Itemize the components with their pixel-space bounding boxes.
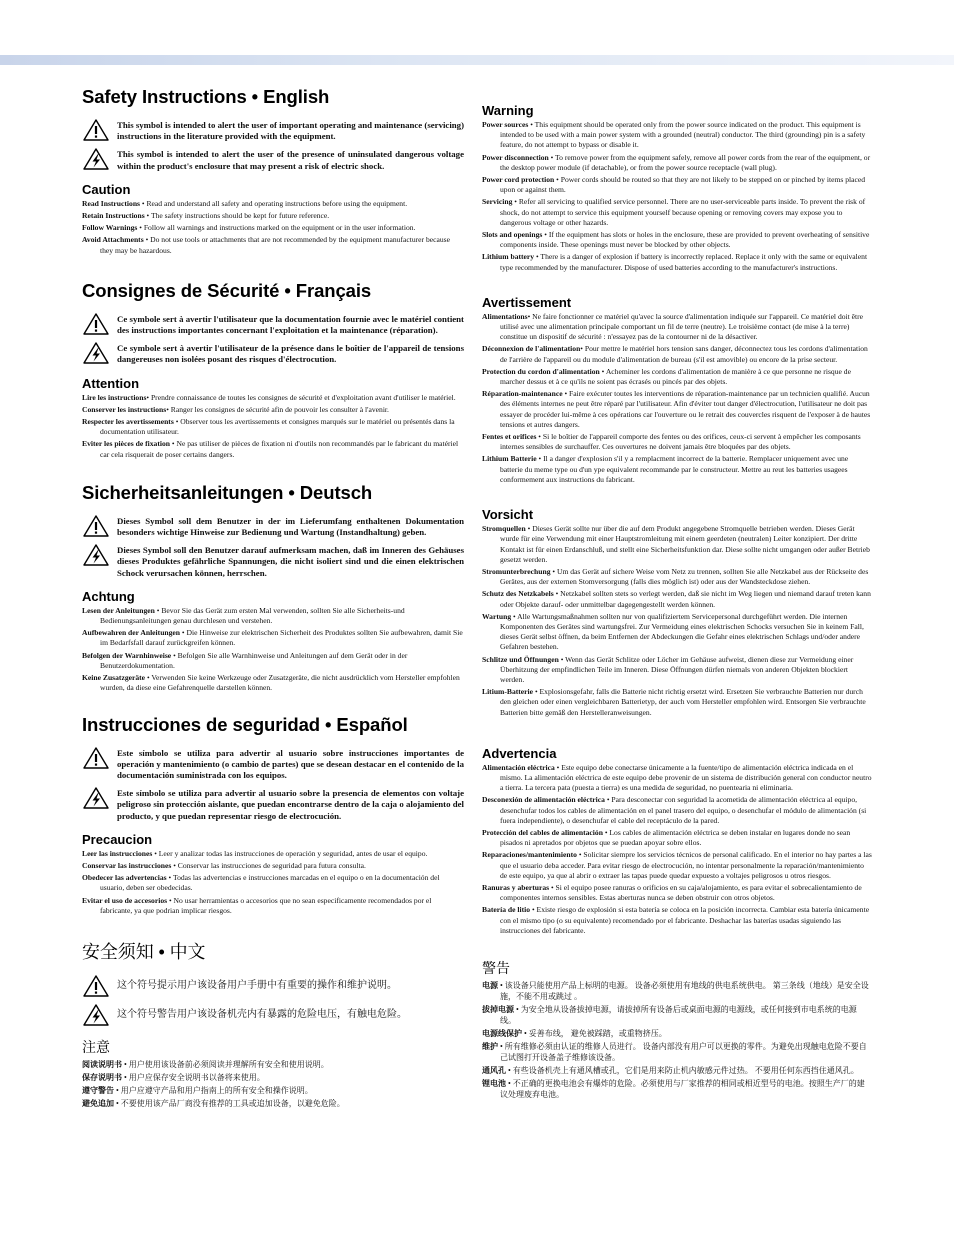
caution-item — [82, 1072, 464, 1083]
right-column — [482, 103, 872, 1118]
warning-item-text: • Alle Wartungsmaßnahmen sollten nur von qualifiziertem Servicepersonal durchgeführt werden. Die internen Komponenten des Gerätes sind wartungsfrei. Zur Vermeidung eines elektrischen Schocks versuchen Sie in keinem Fall, dieses Gerät selbst öffnen, da beim Entfernen der Abdeckungen die Gefahr eines elektrischen Schlags und/oder andere Gefahren bestehen. — [500, 611, 864, 652]
exclamation-triangle-icon — [82, 746, 110, 770]
symbol-row — [82, 543, 464, 579]
warning-item-text: • 有些设备机壳上有通风槽或孔，它们是用来防止机内敏感元件过热。 不要用任何东西挡住通风孔。 — [506, 1066, 859, 1075]
warning-item-text: • Um das Gerät auf sichere Weise vom Netz zu trennen, sollten Sie alle Netzkabel aus der Rückseite des Gerätes, aus der externen Stomversorgung (falls dies möglich ist) oder aus der Wandsteckdose ziehen. — [500, 566, 869, 587]
symbol-description: Dieses Symbol soll dem Benutzer in der im Lieferumfang enthaltenen Dokumentation besonders wichtige Hinweise zur Bedienung und Wartung (Instandhaltung) geben. — [117, 515, 464, 538]
caution-item — [82, 861, 464, 871]
warning-item — [482, 367, 872, 387]
symbol-description: 这个符号提示用户该设备用户手册中有重要的操作和维护说明。 — [117, 979, 397, 991]
caution-list — [82, 849, 464, 916]
warning-list — [482, 980, 872, 1100]
symbol-description: Este símbolo se utiliza para advertir al usuario sobre la presencia de elementos con voltaje peligroso sin protección aislante, que puedan encontrarse dentro de la caja o alojamiento del producto, y que puedan representar riesgo de electrocución. — [117, 788, 464, 821]
symbol-description: This symbol is intended to alert the user of the presence of uninsulated dangerous voltage within the product's enclosure that may present a risk of electric shock. — [117, 149, 464, 171]
caution-item-label: Respecter les avertissements — [82, 417, 174, 427]
warning-item-text: • Ne faire fonctionner ce matériel qu'avec la source d'alimentation indiquée sur l'appareil. Ce matériel doit être utilisé avec une alimentation principale comportant un fil de terre (neutre). Le troisième contact (de mise à la terre) constitue un dispositif de sécurité : n'essayez pas de la contourner ni de la désactiver. — [500, 311, 864, 342]
warning-item-text: • To remove power from the equipment safely, remove all power cords from the rear of the equipment, or the desktop power module (if detachable), or from the power source receptacle (wall plug). — [500, 152, 871, 172]
warning-item — [482, 589, 872, 609]
symbol-row — [82, 786, 464, 822]
caution-item-text: • Befolgen Sie alle Warnhinweise und Anleitungen auf dem Gerät oder in der Benutzerdokumentation. — [100, 650, 408, 670]
warning-german — [482, 507, 872, 718]
caution-item-label: Conserver les instructions — [82, 404, 167, 414]
caution-heading: Achtung — [82, 588, 135, 604]
caution-item-label: Befolgen der Warnhinweise — [82, 650, 172, 660]
warning-heading: Advertencia — [482, 745, 557, 761]
warning-item — [482, 1028, 872, 1039]
warning-item — [482, 850, 872, 881]
caution-item-text: • No usar herramientas o accesorios que no sean especificamente recomendados por el fabricante, ya que podrian implicar riesgos. — [100, 895, 432, 915]
section-german — [82, 482, 464, 694]
caution-item-label: 遵守警告 — [82, 1085, 114, 1095]
warning-item-text: • Netzkabel sollten stets so verlegt werden, daß sie nicht im Weg liegen und niemand darauf treten kann oder Objekte darauf- oder unmittelbar dagegengestellt werden können. — [500, 589, 871, 609]
symbol-description: Ce symbole sert à avertir l'utilisateur que la documentation fournie avec le matériel contient des instructions importantes concernant l'exploitation et la maintenance (réparation). — [117, 313, 464, 336]
warning-item — [482, 312, 872, 343]
warning-item-label: Protection du cordon d'alimentation — [482, 366, 600, 376]
exclamation-triangle-icon — [82, 118, 110, 142]
warning-heading: Avertissement — [482, 294, 572, 310]
lightning-triangle-icon — [82, 341, 110, 365]
caution-item-text: • Follow all warnings and instructions marked on the equipment or in the user information. — [137, 223, 416, 233]
caution-heading: 注意 — [82, 1038, 110, 1055]
warning-item-text: • There is a danger of explosion if battery is incorrectly replaced. Replace it only with the same or equivalent type recommended by the manufacturer. Dispose of used batteries according to the manufacturer's instructions. — [500, 252, 868, 272]
caution-item-label: Follow Warnings — [82, 223, 138, 233]
warning-item — [482, 153, 872, 173]
caution-item-label: Avoid Attachments — [82, 235, 144, 245]
caution-item-label: Eviter les pièces de fixation — [82, 439, 171, 449]
warning-item-label: Déconnexion de l'alimentation — [482, 344, 581, 354]
caution-item — [82, 849, 464, 859]
warning-item — [482, 252, 872, 272]
caution-item — [82, 199, 464, 209]
symbol-row — [82, 974, 464, 998]
caution-list — [82, 393, 464, 460]
caution-item-label: Retain Instructions — [82, 211, 145, 221]
warning-item — [482, 687, 872, 718]
warning-item-label: Schlitze und Öffnungen — [482, 654, 559, 664]
warning-item — [482, 197, 872, 228]
warning-item-label: Power cord protection — [482, 175, 555, 185]
warning-item-label: Ranuras y aberturas — [482, 882, 550, 892]
caution-item — [82, 1085, 464, 1096]
warning-item-label: 拔掉电源 — [482, 1005, 514, 1014]
symbol-row — [82, 118, 464, 142]
warning-item-text: • Existe riesgo de explosión si esta batería se coloca en la posición incorrecta. Cambiar esta batería únicamente con el mismo tipo (o su equivalente) recomendado por el fabricante. Deshachar las baterías usadas siguiendo las instrucciones del fabricante. — [500, 905, 870, 935]
warning-item-label: Batería de litio — [482, 905, 531, 915]
warning-heading: Warning — [482, 103, 534, 118]
caution-item-text: • Die Hinweise zur elektrischen Sicherheit des Produktes sollten Sie aufbewahren, damit Sie im Bedarfsfall darauf zurückgreifen können. — [100, 628, 463, 648]
warning-item-text: • 妥善布线， 避免被踩踏，或重物挤压。 — [522, 1029, 667, 1038]
section-title: Safety Instructions • English — [82, 86, 330, 107]
warning-item-text: • Wenn das Gerät Schlitze oder Löcher im Gehäuse aufweist, dienen diese zur Vermeidung einer Überhitzung der empfindlichen Teile im Inneren. Diese Öffnungen dürfen niemals von anderen Objekten blockiert werden. — [500, 654, 854, 684]
warning-item-label: Fentes et orifices — [482, 432, 537, 442]
warning-item — [482, 655, 872, 686]
warning-item-label: Wartung — [482, 611, 512, 621]
warning-item-label: Schutz des Netzkabels — [482, 589, 554, 599]
caution-item — [82, 1098, 464, 1109]
warning-item-label: Desconexión de alimentación eléctrica — [482, 795, 605, 805]
caution-item-text: • Bevor Sie das Gerät zum ersten Mal verwenden, sollten Sie alle Sicherheits-und Bedienungsanleitungen genau durchlesen und verstehen. — [100, 605, 405, 626]
caution-item-text: • 不要使用该产品厂商没有推荐的工具或追加设备，以避免危险。 — [114, 1098, 345, 1108]
symbol-description: Este símbolo se utiliza para advertir al usuario sobre instrucciones importantes de operación y mantenimiento (o cambio de partes) que se desean destacar en el contenido de la documentación suministrada con los equipos. — [117, 747, 464, 780]
symbol-row — [82, 514, 464, 538]
caution-item-text: • Leer y analizar todas las instrucciones de operación y seguridad, antes de usar el equipo. — [152, 848, 428, 858]
caution-heading: Attention — [82, 375, 140, 391]
warning-item-text: • Refer all servicing to qualified service personnel. There are no user-serviceable parts inside. To prevent the risk of shock, do not attempt to service this equipment yourself because opening or removing covers may expose you to dangerous voltage or other hazards. — [500, 197, 866, 227]
caution-item-label: 保存说明书 — [82, 1072, 122, 1082]
warning-item-text: • Los cables de alimentación eléctrica se deben instalar en lugares donde no sean pisados ni apretados por objetos que se puedan apoyar sobre ellos. — [500, 827, 851, 848]
warning-item-text: • Dieses Gerät sollte nur über die auf dem Produkt angegebene Stromquelle betrieben werden. Dieses Gerät wurde für eine Verwendung mit einer Hauptstromleitung mit einem geerdeten (neutralen) Leiter konzipiert. Der dritte Kontakt ist für einen Erdanschluß, und stellt eine Sicherheitsfunktion dar. Diese sollte nicht umgangen oder außer Betrieb gesetzt werden. — [500, 524, 870, 564]
symbol-description: 这个符号警告用户该设备机壳内有暴露的危险电压，有触电危险。 — [117, 1008, 407, 1020]
symbol-description: Dieses Symbol soll den Benutzer darauf aufmerksam machen, daß im Inneren des Gehäuses dieses Produktes gefährliche Spannungen, die nicht isoliert sind und die einen elektrischen Schock verursachen können, herrschen. — [117, 545, 464, 578]
warning-spanish — [482, 746, 872, 936]
caution-item — [82, 673, 464, 693]
warning-item-label: Protección del cables de alimentación — [482, 827, 603, 837]
caution-item-text: • Ranger les consignes de sécurité afin de pouvoir les consulter à l'avenir. — [166, 404, 389, 414]
caution-item-label: Evitar el uso de accesorios — [82, 895, 168, 905]
warning-item — [482, 828, 872, 848]
caution-list — [82, 199, 464, 256]
caution-item-text: • Todas las advertencias e instrucciones marcadas en el equipo o en la documentación del usuario, deben ser obedecidas. — [100, 873, 440, 893]
warning-item-label: Servicing — [482, 197, 513, 207]
caution-list — [82, 1059, 464, 1109]
symbol-row — [82, 746, 464, 782]
warning-item — [482, 1041, 872, 1063]
warning-item-label: Réparation-maintenance — [482, 389, 563, 399]
caution-item — [82, 439, 464, 459]
symbol-row — [82, 341, 464, 365]
caution-heading: Caution — [82, 181, 131, 197]
warning-item — [482, 1065, 872, 1076]
caution-item-text: • Prendre connaissance de toutes les consignes de sécurité et d'exploitation avant d'utiliser le matériel. — [146, 392, 456, 402]
caution-item-text: • Conservar las instrucciones de seguridad para futura consulta. — [171, 860, 366, 870]
warning-item-text: • 该设备只能使用产品上标明的电源。 设备必须使用有地线的供电系统供电。 第三条线（地线）是安全设施，不能不用或跳过 。 — [498, 981, 869, 1001]
warning-list — [482, 524, 872, 718]
caution-item-text: • Do not use tools or attachments that are not recommended by the equipment manufacturer because they may be hazardous. — [100, 235, 450, 255]
warning-item-label: Stromunterbrechung — [482, 566, 551, 576]
caution-item — [82, 651, 464, 671]
warning-item — [482, 567, 872, 587]
section-french — [82, 280, 464, 460]
caution-item — [82, 211, 464, 221]
exclamation-triangle-icon — [82, 312, 110, 336]
warning-item — [482, 905, 872, 936]
caution-item-text: • 用户应保存安全说明书以备将来使用。 — [122, 1072, 265, 1082]
caution-item-text: • 用户使用该设备前必须阅读并理解所有安全和使用说明。 — [122, 1059, 329, 1069]
caution-item-text: • 用户应遵守产品和用户指南上的所有安全和操作说明。 — [114, 1085, 313, 1095]
warning-item — [482, 763, 872, 794]
caution-item-text: • Observer tous les avertissements et consignes marqués sur le matériel ou présentés dans la documentation utilisateur. — [100, 417, 455, 437]
warning-list — [482, 120, 872, 273]
warning-french — [482, 295, 872, 485]
warning-item-text: • 为安全地从设备拔掉电源，请拔掉所有设备后或桌面电源的电源线，或任何接到市电系统的电源线。 — [500, 1005, 857, 1025]
exclamation-triangle-icon — [82, 974, 110, 998]
warning-item-text: • 不正确的更换电池会有爆炸的危险。必须使用与厂家推荐的相同或相近型号的电池。按照生产厂的建议处理废弃电池。 — [500, 1079, 865, 1099]
section-title: Sicherheitsanleitungen • Deutsch — [82, 481, 373, 503]
warning-item-text: • Si el equipo posee ranuras o orificios en su caja/alojamiento, es para evitar el sobrecalientamiento de componentes internos sensibles. Estas aberturas nunca se deben obstruir con otros objetos. — [500, 882, 862, 903]
caution-item-label: Obedecer las advertencias — [82, 873, 167, 883]
warning-item — [482, 175, 872, 195]
exclamation-triangle-icon — [82, 514, 110, 538]
caution-item-text: • The safety instructions should be kept for future reference. — [144, 211, 330, 221]
warning-item-label: Lithium battery — [482, 252, 535, 262]
section-chinese — [82, 938, 464, 1109]
warning-item — [482, 432, 872, 452]
warning-item — [482, 524, 872, 565]
symbol-description: Ce symbole sert à avertir l'utilisateur de la présence dans le boîtier de l'appareil de tensions dangereuses non isolées posant des risques d'électrocution. — [117, 343, 464, 365]
warning-item-label: 通风孔 — [482, 1066, 506, 1075]
warning-list — [482, 763, 872, 936]
warning-item-text: • If the equipment has slots or holes in the enclosure, these are provided to prevent overheating of sensitive components inside. These openings must never be blocked by other objects. — [500, 230, 870, 250]
warning-list — [482, 312, 872, 485]
caution-item — [82, 223, 464, 233]
left-column — [82, 86, 464, 1135]
lightning-triangle-icon — [82, 543, 110, 567]
warning-item — [482, 454, 872, 485]
warning-heading: 警告 — [482, 960, 510, 976]
warning-item-text: • Faire exécuter toutes les interventions de réparation-maintenance par un technicien qualifié. Aucun des éléments internes ne peut être réparé par l'utilisateur. Afin d'éviter tout danger d'électrocution, l'utilisateur ne doit pas essayer de procéder lui-même à ces opérations car l'ouverture ou le retrait des couvercles risquent de l'exposer à de hautes tensions et autres dangers. — [500, 389, 871, 429]
section-title: Consignes de Sécurité • Français — [82, 279, 372, 301]
warning-item — [482, 883, 872, 903]
symbol-description: This symbol is intended to alert the user of important operating and maintenance (servicing) instructions in the literature provided with the equipment. — [117, 120, 464, 142]
caution-item-label: Lire les instructions — [82, 392, 147, 402]
symbol-row — [82, 312, 464, 336]
warning-item — [482, 1004, 872, 1026]
caution-item-label: Conservar las instrucciones — [82, 860, 172, 870]
caution-item — [82, 235, 464, 255]
lightning-triangle-icon — [82, 147, 110, 171]
warning-english — [482, 103, 872, 273]
caution-item-text: • Read and understand all safety and operating instructions before using the equipment. — [140, 198, 408, 208]
lightning-triangle-icon — [82, 1003, 110, 1027]
caution-item-label: Aufbewahren der Anleitungen — [82, 628, 181, 638]
caution-item — [82, 873, 464, 893]
caution-heading: Precaucion — [82, 831, 153, 847]
warning-item-text: • Il a danger d'explosion s'il y a remplacment incorrect de la batterie. Remplacer uniquement avec une batterie du meme type ou d'un ype equivalent recommande par le constructeur. Mettre au reut les batteries usagees conformement aux instructions du fabricant. — [500, 454, 849, 484]
section-title: Instrucciones de seguridad • Español — [82, 713, 408, 735]
warning-item-label: 维护 — [482, 1042, 498, 1051]
caution-item — [82, 1059, 464, 1070]
warning-chinese — [482, 958, 872, 1100]
caution-item-label: Read Instructions — [82, 198, 141, 208]
warning-item-label: Slots and openings — [482, 230, 543, 240]
warning-item-label: Stromquellen — [482, 524, 526, 534]
warning-item-text: • Pour mettre le matériel hors tension sans danger, déconnectez tous les cordons d'alimentation de l'arrière de l'appareil ou du module d'alimentation de bureau (s'il est amovible) ou encore de la prise secteur. — [500, 344, 868, 364]
header-gradient-bar — [0, 55, 954, 65]
section-spanish — [82, 714, 464, 916]
caution-item — [82, 405, 464, 415]
caution-item — [82, 393, 464, 403]
warning-item-text: • Power cords should be routed so that they are not likely to be stepped on or pinched by items placed upon or against them. — [500, 175, 866, 195]
caution-item-text: • Verwenden Sie keine Werkzeuge oder Zusatzgeräte, die nicht ausdrücklich vom Hersteller empfohlen wurden, da diese eine Gefahrenquelle darstellen können. — [100, 673, 460, 693]
warning-item-label: 电源线保护 — [482, 1029, 522, 1038]
warning-item — [482, 1078, 872, 1100]
caution-item — [82, 606, 464, 626]
warning-item-label: Power disconnection — [482, 152, 549, 162]
warning-item-text: • Este equipo debe conectarse únicamente a la fuente/tipo de alimentación eléctrica indicada en el mismo. La alimentación eléctrica de este equipo debe provenir de un sistema de distribución general con conductor neutro a tierra. La tercera pata (puesta a tierra) es una medida de seguridad, no puentearia ni eliminaria. — [500, 762, 872, 793]
warning-item — [482, 389, 872, 430]
symbol-row — [82, 1003, 464, 1027]
caution-item — [82, 896, 464, 916]
warning-heading: Vorsicht — [482, 507, 534, 523]
symbol-row — [82, 147, 464, 171]
warning-item-text: • Acheminer les cordons d'alimentation de manière à ce que personne ne risque de marcher dessus et à ce qu'ils ne soient pas écrasés ou pincés par des objets. — [500, 366, 851, 387]
warning-item-label: Power sources — [482, 120, 529, 129]
warning-item-label: Alimentación eléctrica — [482, 762, 555, 772]
caution-item-text: • Ne pas utiliser de pièces de fixation ni d'outils non recommandés par le fabricant du matériel car cela risquerait de poser certains dangers. — [100, 439, 459, 459]
warning-item — [482, 612, 872, 653]
section-title: 安全须知 • 中文 — [82, 941, 206, 962]
warning-item-text: • Para desconectar con seguridad la acometida de alimentación eléctrica al equipo, desenchufar todos los cables de alimentación en el panel trasero del equipo, o desenchufar el módulo de alimentación (si fuera independiente), o desenchufar el cable del receptáculo de la pared. — [500, 795, 867, 825]
caution-list — [82, 606, 464, 694]
warning-item-label: Lithium Batterie — [482, 454, 537, 464]
warning-item — [482, 120, 872, 151]
caution-item-label: 避免追加 — [82, 1098, 114, 1108]
warning-item-label: Litium-Batterie — [482, 687, 534, 697]
warning-item-label: 电源 — [482, 981, 498, 990]
caution-item-label: Keine Zusatzgeräte — [82, 673, 146, 683]
warning-item — [482, 344, 872, 364]
caution-item — [82, 417, 464, 437]
warning-item — [482, 795, 872, 826]
warning-item-text: • Si le boîtier de l'appareil comporte des fentes ou des orifices, ceux-ci servent à empêcher les composants internes sensibles de surchauffer. Ces ouvertures ne doivent jamais être bloquées par des objets. — [500, 432, 861, 452]
warning-item-label: Reparaciones/mantenimiento — [482, 850, 577, 860]
warning-item-label: 锂电池 — [482, 1079, 506, 1088]
warning-item — [482, 980, 872, 1002]
warning-item-label: Alimentations — [482, 311, 528, 321]
caution-item-label: 阅读说明书 — [82, 1059, 122, 1069]
warning-item-text: • Solicitar siempre los servicios técnicos de personal calificado. En el interior no hay partes a las que el usuario deba acceder. Para evitar riesgo de electrocución, no intentar personalmente la reparación/mantenimiento de este equipo, ya que al abrir o extraer las tapas puede quedar expuesto a voltajes peligrosos u otros riesgos. — [500, 850, 872, 880]
warning-item-text: • This equipment should be operated only from the power source indicated on the product. This equipment is intended to be used with a main power system with a grounded (neutral) conductor. The third (grounding) pin is a safety feature, do not attempt to bypass or disable it. — [500, 120, 866, 150]
warning-item-text: • 所有维修必须由认证的维修人员进行。 设备内部没有用户可以更换的零件。为避免出现触电危险不要自己试图打开设备盖子维修该设备。 — [498, 1042, 867, 1062]
caution-item-label: Leer las instrucciones — [82, 848, 153, 858]
warning-item-text: • Explosionsgefahr, falls die Batterie nicht richtig ersetzt wird. Ersetzen Sie verbrauchte Batterien nur durch den gleichen oder einen vergleichbaren Batterietyp, der auch vom Hersteller empfohlen wird. Entsorgen Sie verbrauchte Batterien bitte gemäß den Herstelleranweisungen. — [500, 687, 866, 717]
warning-item — [482, 230, 872, 250]
caution-item — [82, 628, 464, 648]
section-english — [82, 86, 464, 256]
caution-item-label: Lesen der Anleitungen — [82, 605, 155, 615]
lightning-triangle-icon — [82, 786, 110, 810]
